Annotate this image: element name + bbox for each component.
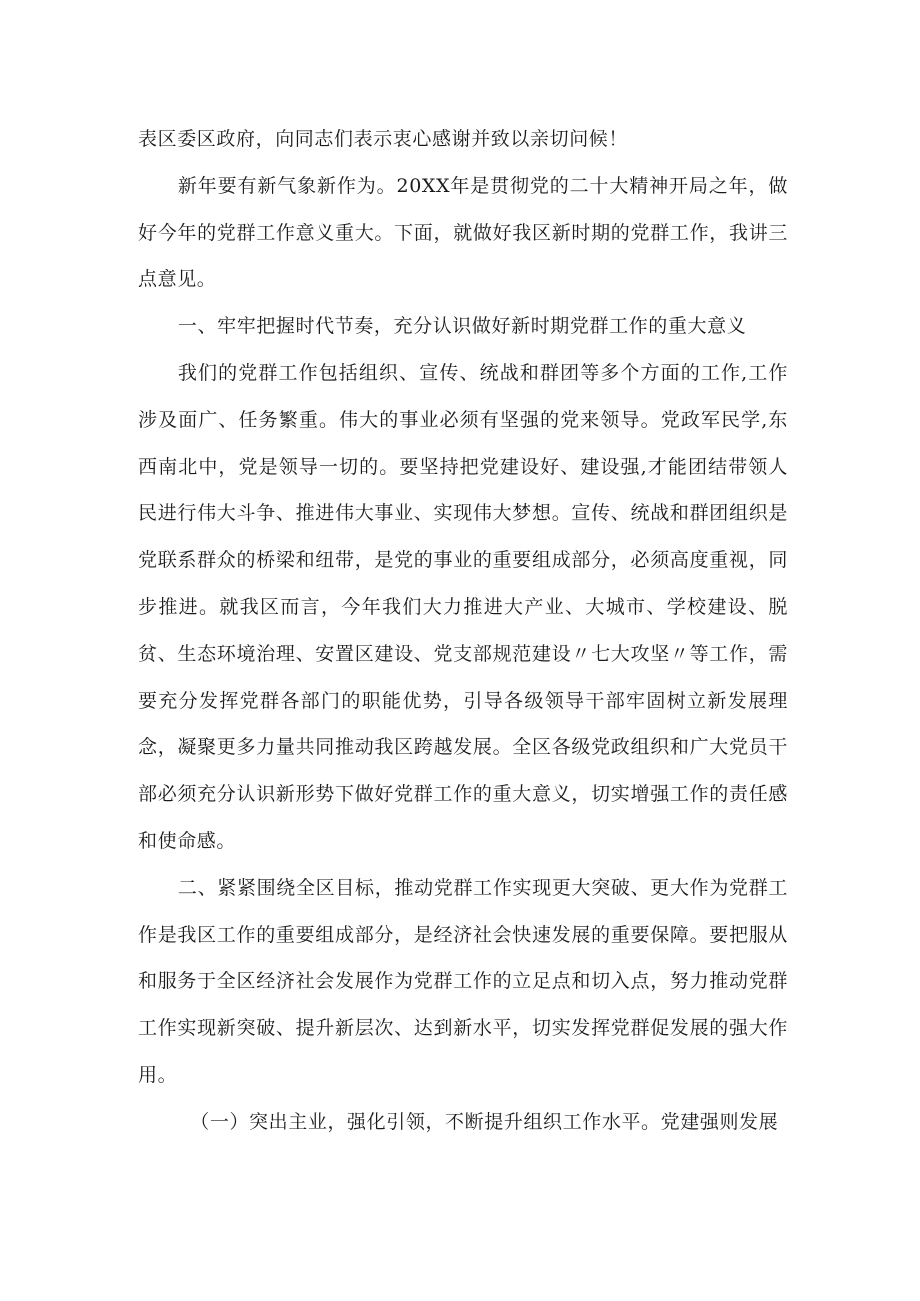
paragraph-party-work-significance: 我们的党群工作包括组织、宣传、统战和群团等多个方面的工作,工作涉及面广、任务繁重。伟大的事业必须有坚强的党来领导。党政军民学,东西南北中，党是领导一切的。要坚持把党建设好、建设强,才能团结带领人民进行伟大斗争、推进伟大事业、实现伟大梦想。宣传、统战和群团组织是党联系群众的桥梁和纽带，是党的事业的重要组成部分，必须高度重视，同步推进。就我区而言，今年我们大力推进大产业、大城市、学校建设、脱贫、生态环境治理、安置区建设、党支部规范建设〃七大攻坚〃等工作，需要充分发挥党群各部门的职能优势，引导各级领导干部牢固树立新发展理念，凝聚更多力量共同推动我区跨越发展。全区各级党政组织和广大党员干部必须充分认识新形势下做好党群工作的重大意义，切实增强工作的责任感和使命感。 [138, 361, 788, 852]
section-heading-one: 一、牢牢把握时代节奏，充分认识做好新时期党群工作的重大意义 [177, 315, 747, 338]
paragraph-new-year-intro: 新年要有新气象新作为。20XX年是贯彻党的二十大精神开局之年，做好今年的党群工作意义重大。下面，就做好我区新时期的党群工作，我讲三点意见。 [138, 174, 788, 291]
document-body [138, 116, 788, 1146]
paragraph-greeting-closing: 表区委区政府，向同志们表示衷心感谢并致以亲切问候！ [138, 128, 629, 150]
section-heading-two-paragraph: 二、紧紧围绕全区目标，推动党群工作实现更大突破、更大作为党群工作是我区工作的重要组成部分，是经济社会快速发展的重要保障。要把服从和服务于全区经济社会发展作为党群工作的立足点和切入点，努力推动党群工作实现新突破、提升新层次、达到新水平，切实发挥党群促发展的强大作用。 [138, 876, 788, 1086]
subsection-heading-one: （一）突出主业，强化引领，不断提升组织工作水平。党建强则发展 [190, 1110, 779, 1133]
